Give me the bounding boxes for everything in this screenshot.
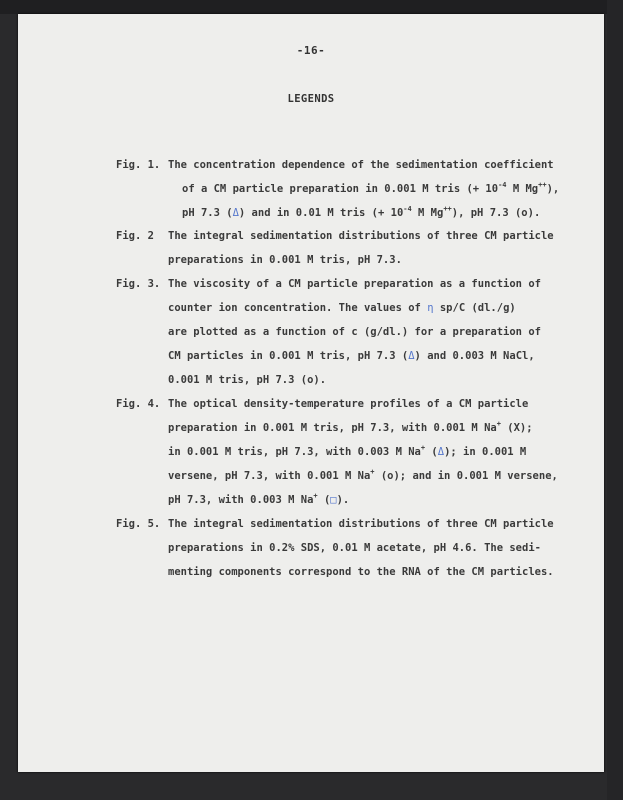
fig-1-line-3: pH 7.3 (Δ) and in 0.01 M tris (+ $10^{-4}$ M Mg++), pH 7.3 (o). [182,205,541,219]
fig-4-line-4: versene, pH 7.3, with 0.001 M Na+ (o); and in 0.001 M versene, [168,468,558,482]
fig-5-line-2: preparations in 0.2% SDS, 0.01 M acetate, pH 4.6. The sedi- [168,542,541,554]
fig-4-label: Fig. 4. [116,398,161,410]
scan-border-right [607,0,623,800]
fig-1-label: Fig. 1. [116,159,161,171]
fig-5-line-1: The integral sedimentation distributions of three CM particle [168,518,554,530]
fig-2-label: Fig. 2 [116,230,154,242]
page-number: -16- [296,44,326,57]
eta-symbol: η [427,302,434,314]
fig-5-line-3: menting components correspond to the RNA of the CM particles. [168,566,554,578]
fig-4-line-3: in 0.001 M tris, pH 7.3, with 0.003 M Na+ (Δ); in 0.001 M [168,444,527,458]
fig-3-line-3: are plotted as a function of c (g/dl.) for a preparation of [168,326,541,338]
scan-border-top [0,0,623,14]
fig-1-line-1: The concentration dependence of the sedimentation coefficient [168,159,554,171]
fig-5-label: Fig. 5. [116,518,161,530]
fig-4-line-5: pH 7.3, with 0.003 M Na+ (□). [168,492,350,506]
page-heading: LEGENDS [287,93,335,105]
fig-4-line-2: preparation in 0.001 M tris, pH 7.3, with 0.001 M Na+ (X); [168,420,533,434]
fig-3-line-4: CM particles in 0.001 M tris, pH 7.3 (Δ) and 0.003 M NaCl, [168,350,535,362]
fig-1-line-2: of a CM particle preparation in 0.001 M tris (+ $10^{-4}$ M Mg++), [182,181,560,195]
triangle-symbol: Δ [232,207,239,219]
triangle-symbol: Δ [437,446,445,458]
square-symbol: □ [330,494,337,506]
document-page [18,14,604,772]
fig-3-line-2: counter ion concentration. The values of η sp/C (dl./g) [168,302,516,314]
fig-4-line-1: The optical density-temperature profiles of a CM particle [168,398,529,410]
fig-3-line-1: The viscosity of a CM particle preparation as a function of [168,278,541,290]
fig-2-line-2: preparations in 0.001 M tris, pH 7.3. [168,254,402,266]
fig-2-line-1: The integral sedimentation distributions of three CM particle [168,230,554,242]
fig-3-line-5: 0.001 M tris, pH 7.3 (o). [168,374,327,386]
fig-3-label: Fig. 3. [116,278,161,290]
triangle-symbol: Δ [408,350,415,362]
